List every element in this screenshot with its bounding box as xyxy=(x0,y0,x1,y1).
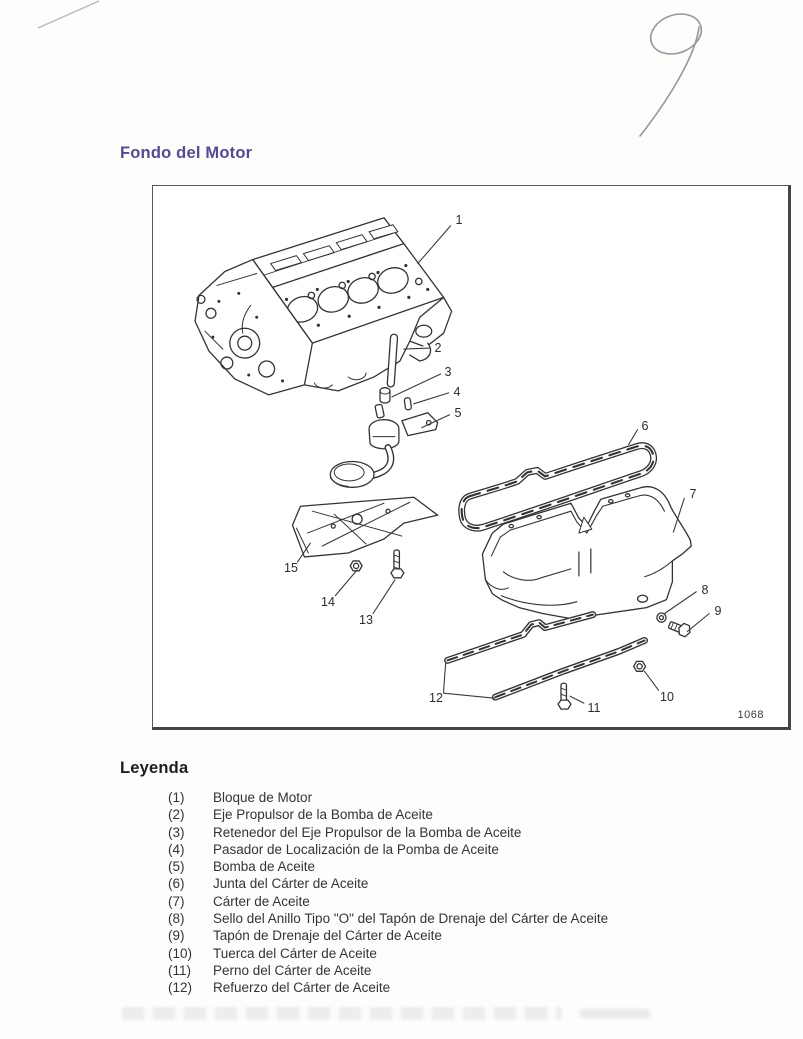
legend-item xyxy=(168,858,728,875)
legend-item xyxy=(168,910,728,927)
legend-item-text: Bloque de Motor xyxy=(213,790,313,805)
callout-number-8: 8 xyxy=(701,582,709,597)
legend-item-text: Cárter de Aceite xyxy=(213,893,310,909)
legend-item-number: (4) xyxy=(168,841,185,857)
legend-item xyxy=(168,927,728,944)
legend-item xyxy=(168,979,728,996)
callout-number-9: 9 xyxy=(714,603,722,618)
legend-item-number: (7) xyxy=(168,893,185,909)
legend-item-number: (11) xyxy=(168,962,192,978)
bleedthrough-smudge xyxy=(580,1009,650,1018)
callout-number-2: 2 xyxy=(434,340,442,355)
callout-number-13: 13 xyxy=(359,612,373,627)
callout-number-7: 7 xyxy=(689,486,697,501)
legend-item xyxy=(168,841,728,858)
callout-number-11: 11 xyxy=(587,700,601,715)
callout-number-3: 3 xyxy=(444,364,452,379)
callout-number-1: 1 xyxy=(455,212,463,227)
legend-item xyxy=(168,893,728,910)
legend-item-text: Retenedor del Eje Propulsor de la Bomba de Aceite xyxy=(213,824,522,840)
figure-frame xyxy=(152,185,791,730)
legend-item-text: Bomba de Aceite xyxy=(213,859,316,875)
bleedthrough-smudge xyxy=(122,1007,562,1020)
legend-item xyxy=(168,806,728,823)
legend-item-text: Junta del Cárter de Aceite xyxy=(213,876,369,892)
legend-item-number: (8) xyxy=(168,911,185,927)
callout-number-10: 10 xyxy=(660,689,674,704)
legend-item-text: Tuerca del Cárter de Aceite xyxy=(213,945,377,961)
legend-item-number: (6) xyxy=(168,876,185,892)
pencil-corner-mark xyxy=(0,0,120,36)
callout-number-14: 14 xyxy=(321,594,335,609)
legend-item xyxy=(168,789,728,806)
legend-item-text: Perno del Cárter de Aceite xyxy=(213,962,372,978)
legend-item-text: Sello del Anillo Tipo "O" del Tapón de Drenaje del Cárter de Aceite xyxy=(213,911,609,927)
legend-item-text: Refuerzo del Cárter de Aceite xyxy=(213,980,391,996)
legend-item xyxy=(168,945,728,962)
legend-item-text: Pasador de Localización de la Pomba de Aceite xyxy=(213,841,499,857)
legend-item-number: (5) xyxy=(168,859,185,875)
legend-item-number: (1) xyxy=(168,790,185,805)
callout-number-15: 15 xyxy=(284,560,298,575)
page-title: Fondo del Motor xyxy=(120,144,253,162)
legend-item xyxy=(168,962,728,979)
handwritten-page-number xyxy=(610,4,740,149)
callout-layer xyxy=(153,186,788,727)
legend-item-number: (9) xyxy=(168,928,185,944)
callout-number-6: 6 xyxy=(641,418,649,433)
legend-item xyxy=(168,875,728,892)
figure-number: 1068 xyxy=(737,709,764,721)
legend-item-number: (3) xyxy=(168,824,185,840)
legend-item-text: Eje Propulsor de la Bomba de Aceite xyxy=(213,807,433,823)
legend-title: Leyenda xyxy=(120,759,189,777)
callout-number-12: 12 xyxy=(429,690,443,705)
legend-item xyxy=(168,824,728,841)
legend-list xyxy=(168,789,728,997)
callout-number-5: 5 xyxy=(454,405,462,420)
legend-item-number: (12) xyxy=(168,980,193,996)
callout-number-4: 4 xyxy=(453,384,461,399)
legend-item-text: Tapón de Drenaje del Cárter de Aceite xyxy=(213,928,442,944)
legend-item-number: (10) xyxy=(168,945,193,961)
legend-item-number: (2) xyxy=(168,807,185,823)
